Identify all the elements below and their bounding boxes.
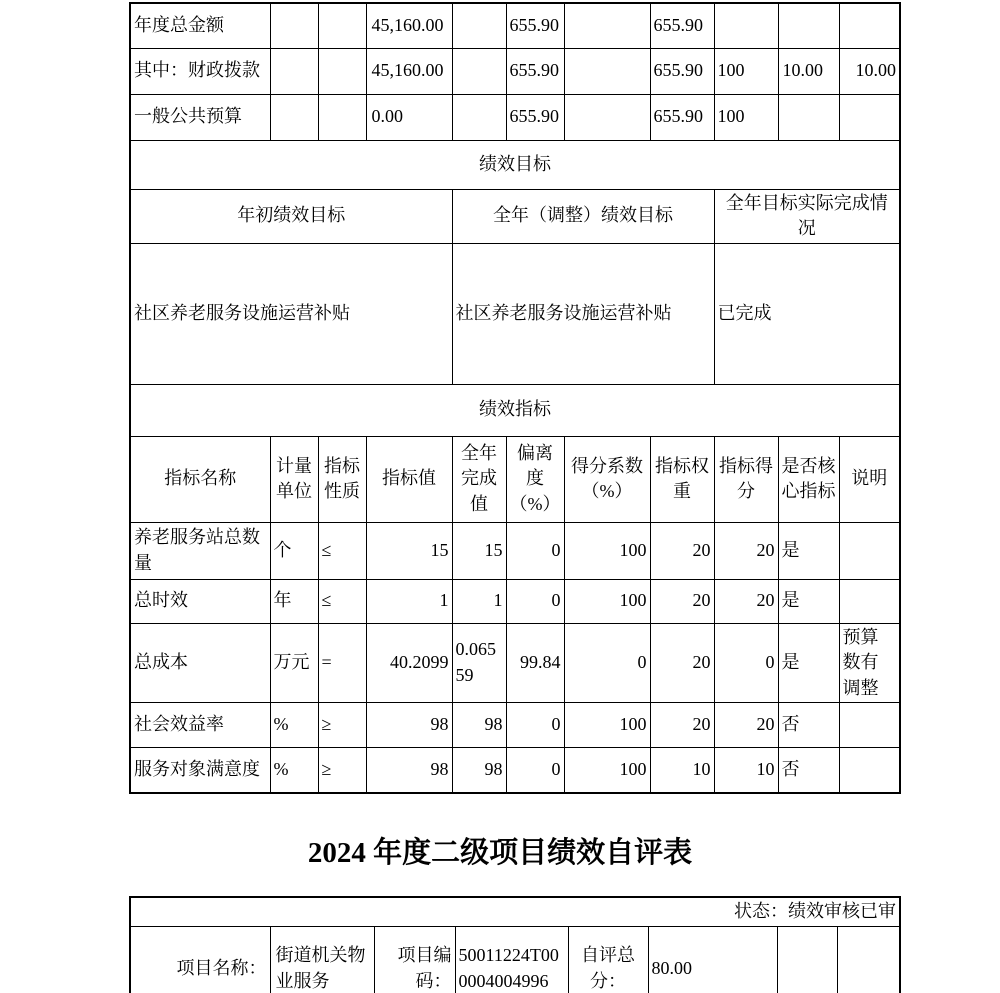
empty-cell bbox=[564, 48, 650, 94]
indicator-name: 服务对象满意度 bbox=[130, 748, 270, 793]
indicator-name: 养老服务站总数量 bbox=[130, 522, 270, 579]
indicator-unit: 年 bbox=[270, 579, 318, 623]
funding-row-public-budget bbox=[130, 94, 900, 140]
funding-amount: 655.90 bbox=[506, 48, 564, 94]
status-row bbox=[130, 897, 900, 926]
col-header-score-coefficient: 得分系数（%） bbox=[564, 436, 650, 522]
indicator-unit: 万元 bbox=[270, 623, 318, 703]
project-info-row bbox=[130, 926, 900, 993]
goals-band-title: 绩效目标 bbox=[130, 140, 900, 189]
indicators-band-title: 绩效指标 bbox=[130, 384, 900, 436]
col-header-unit: 计量单位 bbox=[270, 436, 318, 522]
empty-cell bbox=[839, 94, 900, 140]
empty-cell bbox=[452, 94, 506, 140]
performance-self-evaluation-table bbox=[129, 2, 901, 794]
indicator-nature: ≥ bbox=[318, 748, 366, 793]
page-title: 2024 年度二级项目绩效自评表 bbox=[307, 837, 693, 869]
indicator-weight: 20 bbox=[650, 703, 714, 748]
empty-cell bbox=[564, 94, 650, 140]
funding-amount: 655.90 bbox=[650, 48, 714, 94]
indicator-nature: ≤ bbox=[318, 522, 366, 579]
funding-amount: 655.90 bbox=[506, 94, 564, 140]
indicator-row bbox=[130, 703, 900, 748]
indicator-completion: 1 bbox=[452, 579, 506, 623]
indicator-row bbox=[130, 748, 900, 793]
indicator-row bbox=[130, 579, 900, 623]
funding-value: 10.00 bbox=[839, 48, 900, 94]
empty-cell bbox=[714, 3, 778, 48]
funding-label: 年度总金额 bbox=[130, 3, 270, 48]
col-header-target-value: 指标值 bbox=[366, 436, 452, 522]
funding-amount: 655.90 bbox=[506, 3, 564, 48]
empty-cell bbox=[318, 3, 366, 48]
empty-cell bbox=[452, 48, 506, 94]
self-score-value: 80.00 bbox=[648, 926, 777, 993]
indicators-header-row bbox=[130, 436, 900, 522]
indicator-score: 20 bbox=[714, 522, 778, 579]
indicator-deviation: 99.84 bbox=[506, 623, 564, 703]
empty-cell bbox=[564, 3, 650, 48]
col-header-nature: 指标性质 bbox=[318, 436, 366, 522]
indicator-core-flag: 是 bbox=[778, 623, 839, 703]
indicator-score: 10 bbox=[714, 748, 778, 793]
indicator-core-flag: 否 bbox=[778, 703, 839, 748]
indicator-note: 预算数有调整 bbox=[839, 623, 900, 703]
funding-amount: 655.90 bbox=[650, 3, 714, 48]
empty-cell bbox=[839, 3, 900, 48]
empty-cell bbox=[270, 94, 318, 140]
goals-header-actual: 全年目标实际完成情况 bbox=[714, 189, 900, 243]
col-header-weight: 指标权重 bbox=[650, 436, 714, 522]
goals-value-row bbox=[130, 243, 900, 384]
indicator-coefficient: 0 bbox=[564, 623, 650, 703]
indicator-score: 0 bbox=[714, 623, 778, 703]
funding-row-fiscal-appropriation bbox=[130, 48, 900, 94]
indicator-coefficient: 100 bbox=[564, 522, 650, 579]
funding-label: 其中：财政拨款 bbox=[130, 48, 270, 94]
indicator-completion: 0.06559 bbox=[452, 623, 506, 703]
empty-cell bbox=[270, 48, 318, 94]
project-self-evaluation-table bbox=[129, 896, 901, 993]
funding-value: 10.00 bbox=[778, 48, 839, 94]
project-name-value: 街道机关物业服务 bbox=[270, 926, 374, 993]
funding-row-annual-total bbox=[130, 3, 900, 48]
indicator-unit: 个 bbox=[270, 522, 318, 579]
status-text: 状态：绩效审核已审 bbox=[130, 897, 900, 926]
goal-initial-value: 社区养老服务设施运营补贴 bbox=[130, 243, 452, 384]
funding-amount: 655.90 bbox=[650, 94, 714, 140]
indicator-name: 总成本 bbox=[130, 623, 270, 703]
indicator-score: 20 bbox=[714, 703, 778, 748]
indicator-core-flag: 否 bbox=[778, 748, 839, 793]
col-header-deviation: 偏离度（%） bbox=[506, 436, 564, 522]
indicator-completion: 98 bbox=[452, 703, 506, 748]
indicator-target: 98 bbox=[366, 748, 452, 793]
indicator-unit: % bbox=[270, 748, 318, 793]
indicator-weight: 20 bbox=[650, 579, 714, 623]
indicator-deviation: 0 bbox=[506, 703, 564, 748]
indicator-row bbox=[130, 623, 900, 703]
empty-cell bbox=[837, 926, 900, 993]
indicator-target: 98 bbox=[366, 703, 452, 748]
project-code-value: 50011224T000004004996 bbox=[455, 926, 568, 993]
goals-header-adjusted: 全年（调整）绩效目标 bbox=[452, 189, 714, 243]
empty-cell bbox=[452, 3, 506, 48]
funding-amount: 45,160.00 bbox=[366, 3, 452, 48]
empty-cell bbox=[778, 94, 839, 140]
funding-amount: 0.00 bbox=[366, 94, 452, 140]
indicator-nature: ≤ bbox=[318, 579, 366, 623]
indicator-deviation: 0 bbox=[506, 579, 564, 623]
indicator-note bbox=[839, 522, 900, 579]
col-header-indicator-name: 指标名称 bbox=[130, 436, 270, 522]
indicator-target: 1 bbox=[366, 579, 452, 623]
indicator-deviation: 0 bbox=[506, 522, 564, 579]
indicator-note bbox=[839, 748, 900, 793]
project-code-label: 项目编码： bbox=[374, 926, 455, 993]
empty-cell bbox=[777, 926, 837, 993]
goal-actual-value: 已完成 bbox=[714, 243, 900, 384]
goal-adjusted-value: 社区养老服务设施运营补贴 bbox=[452, 243, 714, 384]
indicator-name: 总时效 bbox=[130, 579, 270, 623]
indicator-row bbox=[130, 522, 900, 579]
indicator-name: 社会效益率 bbox=[130, 703, 270, 748]
indicator-note bbox=[839, 703, 900, 748]
indicator-coefficient: 100 bbox=[564, 748, 650, 793]
indicator-completion: 15 bbox=[452, 522, 506, 579]
col-header-core-indicator: 是否核心指标 bbox=[778, 436, 839, 522]
funding-percent: 100 bbox=[714, 94, 778, 140]
indicator-nature: ≥ bbox=[318, 703, 366, 748]
indicator-core-flag: 是 bbox=[778, 522, 839, 579]
indicators-band-row bbox=[130, 384, 900, 436]
indicator-note bbox=[839, 579, 900, 623]
goals-header-row bbox=[130, 189, 900, 243]
indicator-weight: 20 bbox=[650, 522, 714, 579]
indicator-weight: 10 bbox=[650, 748, 714, 793]
indicator-target: 15 bbox=[366, 522, 452, 579]
self-score-label: 自评总分： bbox=[568, 926, 648, 993]
col-header-score: 指标得分 bbox=[714, 436, 778, 522]
funding-label: 一般公共预算 bbox=[130, 94, 270, 140]
indicator-completion: 98 bbox=[452, 748, 506, 793]
indicator-deviation: 0 bbox=[506, 748, 564, 793]
funding-percent: 100 bbox=[714, 48, 778, 94]
indicator-target: 40.2099 bbox=[366, 623, 452, 703]
empty-cell bbox=[270, 3, 318, 48]
indicator-unit: % bbox=[270, 703, 318, 748]
empty-cell bbox=[318, 94, 366, 140]
empty-cell bbox=[778, 3, 839, 48]
goals-band-row bbox=[130, 140, 900, 189]
indicator-coefficient: 100 bbox=[564, 703, 650, 748]
indicator-weight: 20 bbox=[650, 623, 714, 703]
goals-header-initial: 年初绩效目标 bbox=[130, 189, 452, 243]
indicator-nature: = bbox=[318, 623, 366, 703]
col-header-note: 说明 bbox=[839, 436, 900, 522]
col-header-annual-completion: 全年完成值 bbox=[452, 436, 506, 522]
funding-amount: 45,160.00 bbox=[366, 48, 452, 94]
empty-cell bbox=[318, 48, 366, 94]
project-name-label: 项目名称： bbox=[130, 926, 270, 993]
indicator-score: 20 bbox=[714, 579, 778, 623]
indicator-core-flag: 是 bbox=[778, 579, 839, 623]
indicator-coefficient: 100 bbox=[564, 579, 650, 623]
